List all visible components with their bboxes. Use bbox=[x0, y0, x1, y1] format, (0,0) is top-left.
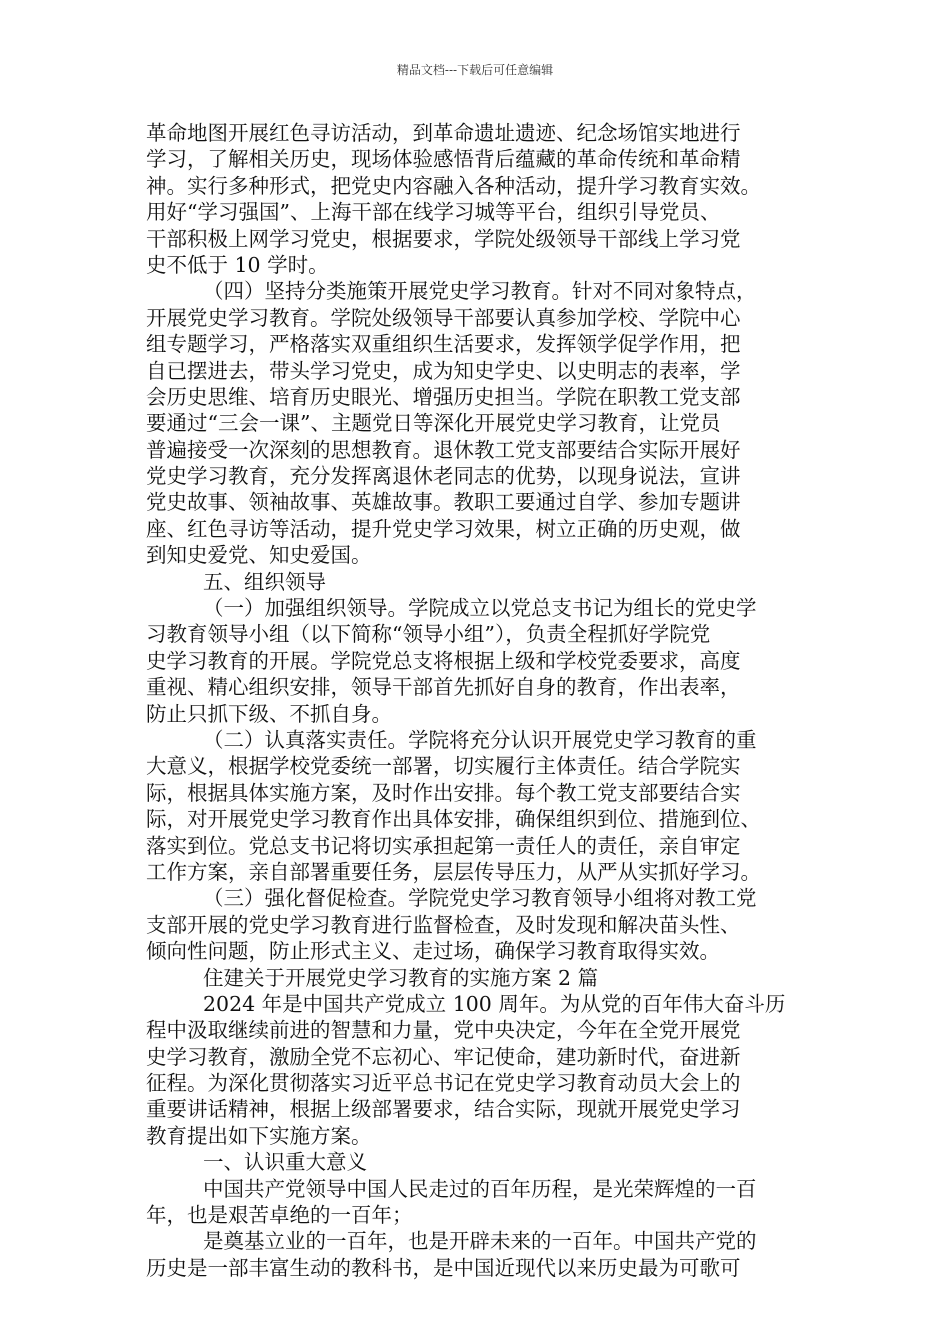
text-line: 史学习教育，激励全党不忘初心、牢记使命，建功新时代，奋进新 bbox=[146, 1044, 741, 1069]
text-line: 防止只抓下级、不抓自身。 bbox=[146, 701, 392, 726]
text-line: 程中汲取继续前进的智慧和力量，党中央决定，今年在全党开展党 bbox=[146, 1018, 741, 1043]
text-line: 开展党史学习教育。学院处级领导干部要认真参加学校、学院中心 bbox=[146, 305, 741, 330]
text-line: 座、红色寻访等活动，提升党史学习效果，树立正确的历史观，做 bbox=[146, 516, 741, 541]
text-line: 教育提出如下实施方案。 bbox=[146, 1123, 372, 1148]
text-line: 中国共产党领导中国人民走过的百年历程，是光荣辉煌的一百 bbox=[203, 1176, 757, 1201]
text-line: 大意义，根据学校党委统一部署，切实履行主体责任。结合学院实 bbox=[146, 754, 741, 779]
text-line: （一）加强组织领导。学院成立以党总支书记为组长的党史学 bbox=[203, 596, 757, 621]
text-line: 支部开展的党史学习教育进行监督检查，及时发现和解决苗头性、 bbox=[146, 912, 741, 937]
page-header: 精品文档---下载后可任意编辑 bbox=[396, 63, 554, 77]
text-line: 际，根据具体实施方案，及时作出安排。每个教工党支部要结合实 bbox=[146, 780, 741, 805]
text-line: 际，对开展党史学习教育作出具体安排，确保组织到位、措施到位、 bbox=[146, 807, 761, 832]
text-line: 征程。为深化贯彻落实习近平总书记在党史学习教育动员大会上的 bbox=[146, 1071, 741, 1096]
text-line: 住建关于开展党史学习教育的实施方案 2 篇 bbox=[203, 965, 599, 990]
text-line: 党史学习教育，充分发挥离退休老同志的优势，以现身说法，宣讲 bbox=[146, 464, 741, 489]
text-line: 工作方案，亲自部署重要任务，层层传导压力，从严从实抓好学习。 bbox=[146, 859, 761, 884]
text-line: 党史故事、领袖故事、英雄故事。教职工要通过自学、参加专题讲 bbox=[146, 490, 741, 515]
text-line: 要通过“三会一课”、主题党日等深化开展党史学习教育，让党员 bbox=[146, 411, 721, 436]
text-line: 史学习教育的开展。学院党总支将根据上级和学校党委要求，高度 bbox=[146, 648, 741, 673]
text-line: 用好“学习强国”、上海干部在线学习城等平台，组织引导党员、 bbox=[146, 200, 721, 225]
text-line: 重要讲话精神，根据上级部署要求，结合实际，现就开展党史学习 bbox=[146, 1097, 741, 1122]
text-line: 会历史思维、培育历史眼光、增强历史担当。学院在职教工党支部 bbox=[146, 384, 741, 409]
text-line: 2024 年是中国共产党成立 100 周年。为从党的百年伟大奋斗历 bbox=[203, 991, 786, 1016]
text-line: 一、认识重大意义 bbox=[203, 1150, 367, 1175]
text-line: 习教育领导小组（以下简称“领导小组”），负责全程抓好学院党 bbox=[146, 622, 711, 647]
text-line: 重视、精心组织安排，领导干部首先抓好自身的教育，作出表率， bbox=[146, 675, 741, 700]
text-line: 革命地图开展红色寻访活动，到革命遗址遗迹、纪念场馆实地进行 bbox=[146, 121, 741, 145]
text-line: 到知史爱党、知史爱国。 bbox=[146, 543, 372, 568]
text-line: 普遍接受一次深刻的思想教育。退休教工党支部要结合实际开展好 bbox=[146, 437, 741, 462]
text-line: （二）认真落实责任。学院将充分认识开展党史学习教育的重 bbox=[203, 727, 757, 752]
text-line: 是奠基立业的一百年，也是开辟未来的一百年。中国共产党的 bbox=[203, 1229, 757, 1254]
text-line: 史不低于 10 学时。 bbox=[146, 252, 329, 277]
text-line: 干部积极上网学习党史，根据要求，学院处级领导干部线上学习党 bbox=[146, 226, 741, 251]
text-line: （三）强化督促检查。学院党史学习教育领导小组将对教工党 bbox=[203, 886, 757, 911]
text-line: 神。实行多种形式，把党史内容融入各种活动，提升学习教育实效。 bbox=[146, 173, 761, 198]
document-body bbox=[146, 120, 818, 1281]
text-line: 年，也是艰苦卓绝的一百年； bbox=[146, 1203, 413, 1228]
text-line: 学习，了解相关历史，现场体验感悟背后蕴藏的革命传统和革命精 bbox=[146, 147, 741, 172]
text-line: 自已摆进去，带头学习党史，成为知史学史、以史明志的表率，学 bbox=[146, 358, 741, 383]
text-line: 五、组织领导 bbox=[203, 569, 326, 594]
text-line: 组专题学习，严格落实双重组织生活要求，发挥领学促学作用，把 bbox=[146, 332, 741, 357]
text-line: 落实到位。党总支书记将切实承担起第一责任人的责任，亲自审定 bbox=[146, 833, 741, 858]
text-line: （四）坚持分类施策开展党史学习教育。针对不同对象特点， bbox=[203, 279, 757, 304]
text-line: 倾向性问题，防止形式主义、走过场，确保学习教育取得实效。 bbox=[146, 939, 720, 964]
text-line: 历史是一部丰富生动的教科书，是中国近现代以来历史最为可歌可 bbox=[146, 1255, 741, 1280]
